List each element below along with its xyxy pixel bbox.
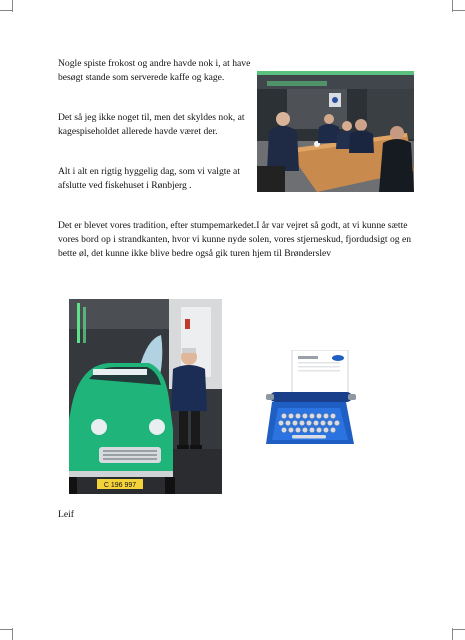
crop-mark <box>452 628 453 640</box>
typewriter-illustration <box>262 350 356 448</box>
crop-mark <box>453 10 465 11</box>
photo-green-car <box>69 299 222 494</box>
crop-mark <box>12 628 13 640</box>
crop-mark <box>0 10 12 11</box>
signature: Leif <box>58 509 74 520</box>
crop-mark <box>12 0 13 12</box>
crop-mark <box>452 0 453 12</box>
crop-mark <box>0 629 12 630</box>
paragraph-tradition: Det er blevet vores tradition, efter stumpemarkedet.I år var vejret så godt, at vi kunne sætte vores bord op i strandkanten, hvor vi kunne nyde solen, vores stjerneskud, fjordudsigt og en bette øl, det kunne ikke blive bedre også gik turen hjem til Brønderslev <box>58 220 412 259</box>
license-plate: C 196 997 <box>103 482 137 489</box>
photo-group-at-table <box>257 71 414 192</box>
crop-mark <box>453 629 465 630</box>
paragraph-cake: Det så jeg ikke noget til, men det skyldes nok, at kagespiseholdet allerede havde været der. <box>58 112 245 137</box>
paragraph-lunch: Nogle spiste frokost og andre havde nok i, at have besøgt stande som serverede kaffe og kage. <box>58 58 251 83</box>
paragraph-fiskehuset: Alt i alt en rigtig hyggelig dag, som vi valgte at afslutte ved fiskehuset i Rønbjerg . <box>58 166 240 191</box>
